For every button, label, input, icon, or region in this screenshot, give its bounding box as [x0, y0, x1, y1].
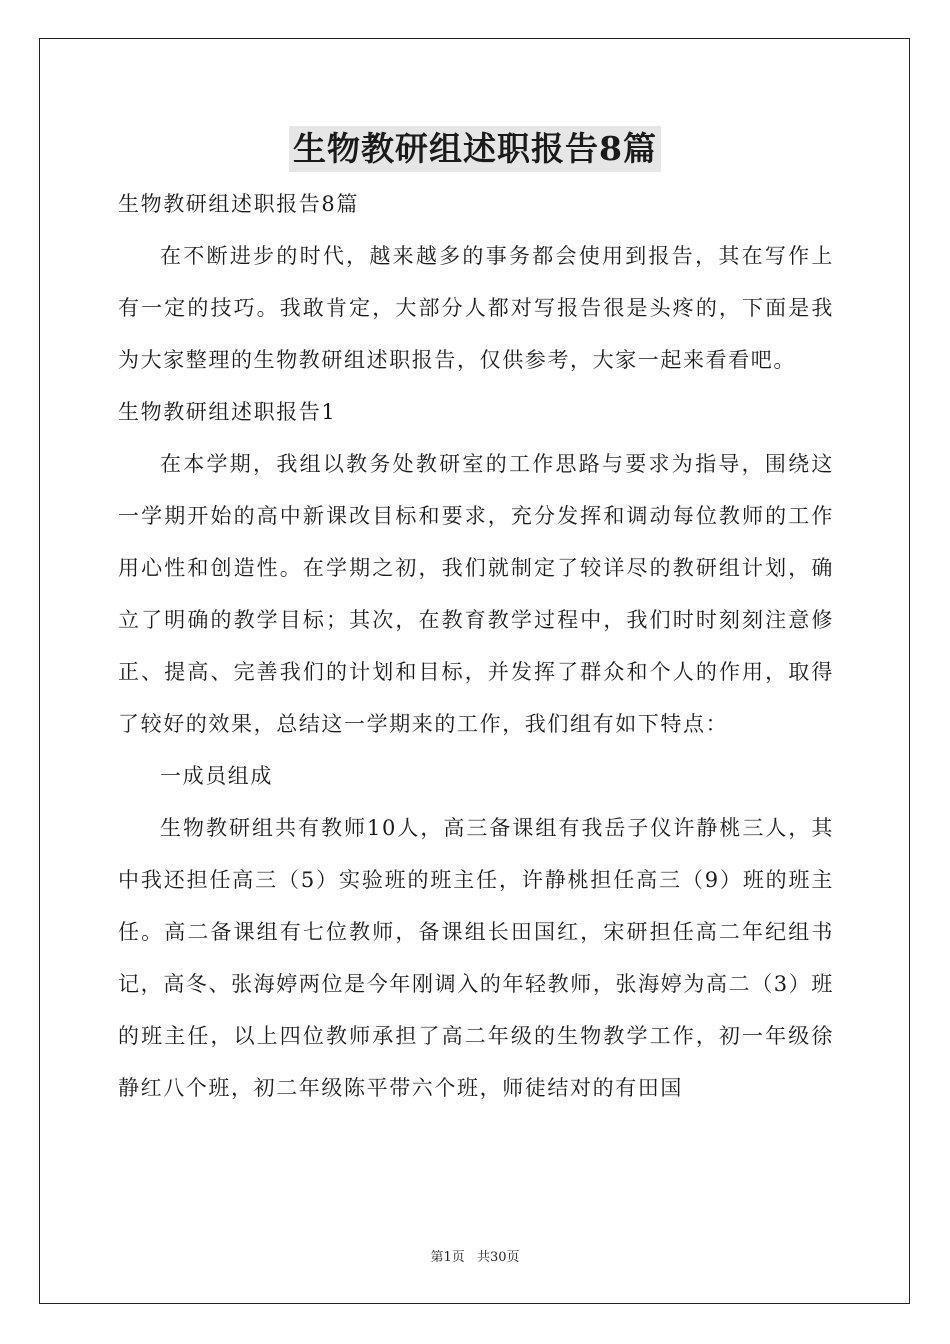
- intro-paragraph: 在不断进步的时代，越来越多的事务都会使用到报告，其在写作上有一定的技巧。我敢肯定，大部分人都对写报告很是头疼的，下面是我为大家整理的生物教研组述职报告，仅供参考，大家一起来看看吧。: [118, 244, 834, 372]
- document-body: [118, 178, 834, 1114]
- body-paragraph-2: 生物教研组共有教师10人，高三备课组有我岳子仪许静桃三人，其中我还担任高三（5）实验班的班主任，许静桃担任高三（9）班的班主任。高二备课组有七位教师，备课组长田国红，宋研担任高二年纪组书记，高冬、张海婷两位是今年刚调入的年轻教师，张海婷为高二（3）班的班主任，以上四位教师承担了高二年级的生物教学工作，初一年级徐静红八个班，初二年级陈平带六个班，师徒结对的有田国: [118, 816, 834, 1100]
- total-pages: 共30页: [476, 1250, 520, 1265]
- title-container: [0, 126, 950, 172]
- body-paragraph-1: 在本学期，我组以教务处教研室的工作思路与要求为指导，围绕这一学期开始的高中新课改目标和要求，充分发挥和调动每位教师的工作用心性和创造性。在学期之初，我们就制定了较详尽的教研组计划，确立了明确的教学目标；其次，在教育教学过程中，我们时时刻刻注意修正、提高、完善我们的计划和目标，并发挥了群众和个人的作用，取得了较好的效果，总结这一学期来的工作，我们组有如下特点：: [118, 452, 834, 736]
- subheading-members: 一成员组成: [160, 764, 273, 788]
- section-heading: 生物教研组述职报告1: [118, 400, 337, 424]
- document-title: 生物教研组述职报告8篇: [289, 126, 661, 172]
- page-number: 第1页: [430, 1250, 465, 1265]
- page-footer: [0, 1246, 950, 1265]
- document-subtitle: 生物教研组述职报告8篇: [118, 192, 359, 216]
